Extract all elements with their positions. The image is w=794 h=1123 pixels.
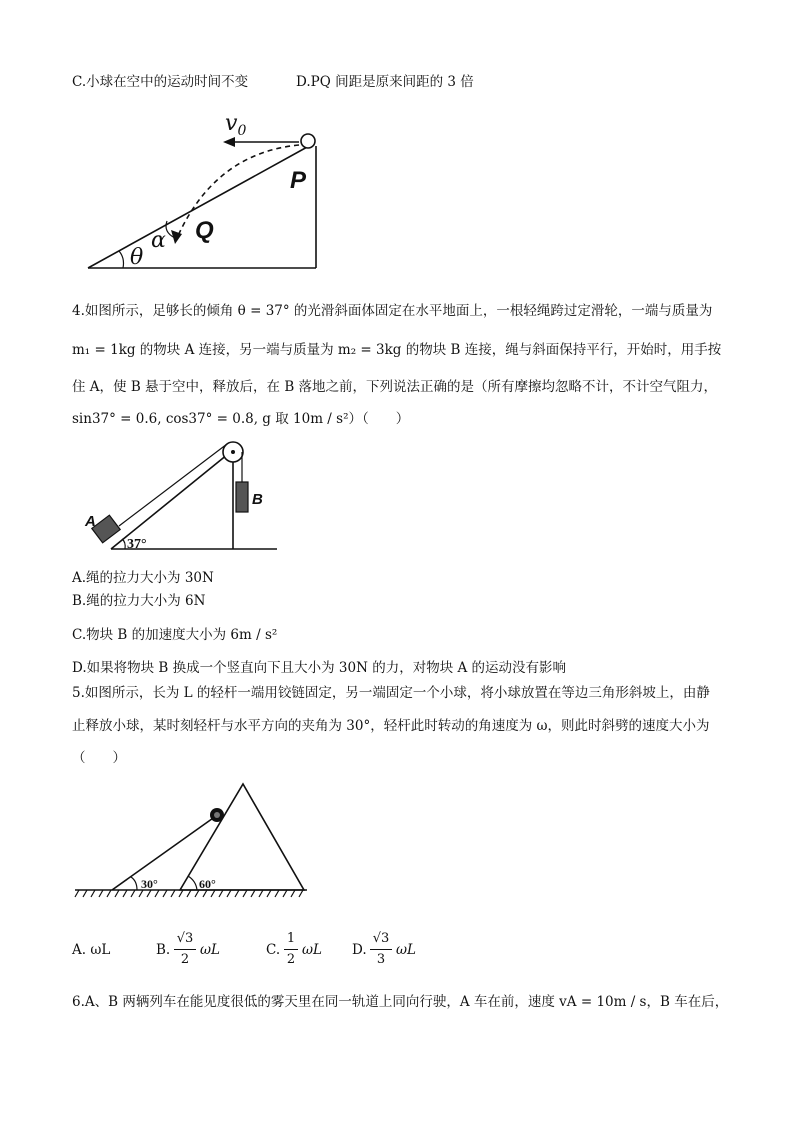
q5-option-b-fraction-bar	[174, 949, 196, 950]
q4-incline-top	[111, 450, 233, 549]
q3-label-alpha: α	[151, 228, 166, 253]
q4-block-b	[236, 482, 248, 512]
q4-rope-incline	[119, 444, 227, 526]
q4-figure	[85, 436, 285, 556]
q5-option-d-fraction-bar	[370, 949, 392, 950]
q4-pulley-axle	[231, 450, 235, 454]
q4-block-a	[92, 515, 120, 543]
q5-option-c-tail: ωL	[302, 942, 322, 958]
q4-text-line-4: sin37° = 0.6, cos37° = 0.8, g 取 10m / s²）（ ）	[72, 411, 410, 427]
q5-option-d-tail: ωL	[396, 942, 416, 958]
q6-text-line-1: 6.A、B 两辆列车在能见度很低的雾天里在同一轨道上同向行驶，A 车在前，速度 vA = 10m / s，B 车在后，	[72, 994, 729, 1010]
q5-option-c-prefix: C.	[266, 942, 281, 958]
q3-label-theta: θ	[130, 245, 144, 270]
q5-option-b-denominator: 2	[180, 952, 190, 967]
q5-option-c-numerator: 1	[286, 931, 296, 946]
q5-text-line-2: 止释放小球，某时刻轻杆与水平方向的夹角为 30°，轻杆此时转动的角速度为 ω，则此时斜劈的速度大小为	[72, 718, 710, 734]
q3-label-v0: $v_0$	[225, 111, 247, 139]
q5-option-b-prefix: B.	[156, 942, 171, 958]
q5-text-line-1: 5.如图所示，长为 L 的轻杆一端用铰链固定，另一端固定一个小球，将小球放置在等边三角形斜坡上，由静	[72, 685, 710, 701]
q3-label-q: Q	[195, 217, 214, 244]
q5-label-30: 30°	[141, 877, 158, 891]
q4-option-b: B.绳的拉力大小为 6N	[72, 593, 206, 609]
q5-option-b-numerator: √3	[176, 931, 194, 946]
q5-figure	[75, 780, 310, 900]
q4-label-b: B	[252, 491, 263, 508]
q3-incline	[88, 146, 309, 268]
q5-option-c-fraction-bar	[284, 949, 298, 950]
q3-option-d: D.PQ 间距是原来间距的 3 倍	[296, 74, 474, 90]
q5-triangle-wedge	[180, 784, 304, 890]
q4-text-line-3: 住 A，使 B 悬于空中，释放后，在 B 落地之前，下列说法正确的是（所有摩擦均忽略不计，不计空气阻力，	[72, 379, 718, 395]
q5-angle-arc-30	[131, 877, 137, 890]
q4-text-line-1: 4.如图所示，足够长的倾角 θ = 37° 的光滑斜面体固定在水平地面上，一根轻绳跨过定滑轮，一端与质量为	[72, 303, 713, 319]
q4-option-a: A.绳的拉力大小为 30N	[72, 570, 214, 586]
q5-ball-highlight	[214, 812, 220, 818]
q5-option-d-prefix: D.	[352, 942, 367, 958]
q5-option-d-numerator: √3	[372, 931, 390, 946]
q5-angle-arc-60	[188, 876, 197, 890]
q3-figure	[85, 108, 325, 273]
q5-option-d-denominator: 3	[376, 952, 386, 967]
q4-text-line-2: m₁ = 1kg 的物块 A 连接，另一端与质量为 m₂ = 3kg 的物块 B 连接，绳与斜面保持平行，开始时，用手按	[72, 342, 722, 358]
q4-option-d: D.如果将物块 B 换成一个竖直向下且大小为 30N 的力，对物块 A 的运动没有影响	[72, 660, 567, 676]
q3-option-c: C.小球在空中的运动时间不变	[72, 74, 249, 90]
q3-theta-arc	[119, 251, 124, 268]
q5-label-60: 60°	[199, 877, 216, 891]
q5-option-c-denominator: 2	[286, 952, 296, 967]
q5-ground-hatching	[75, 890, 303, 897]
q3-v0-arrowhead	[223, 137, 235, 147]
q4-option-c: C.物块 B 的加速度大小为 6m / s²	[72, 627, 278, 643]
q3-label-p: P	[290, 167, 307, 194]
q5-option-a: A. ωL	[72, 942, 111, 958]
q5-option-b-tail: ωL	[200, 942, 220, 958]
q4-label-angle: 37°	[127, 537, 147, 552]
q5-text-line-3: （ ）	[72, 750, 126, 766]
q4-label-a: A	[85, 513, 96, 530]
q3-ball	[301, 134, 315, 148]
